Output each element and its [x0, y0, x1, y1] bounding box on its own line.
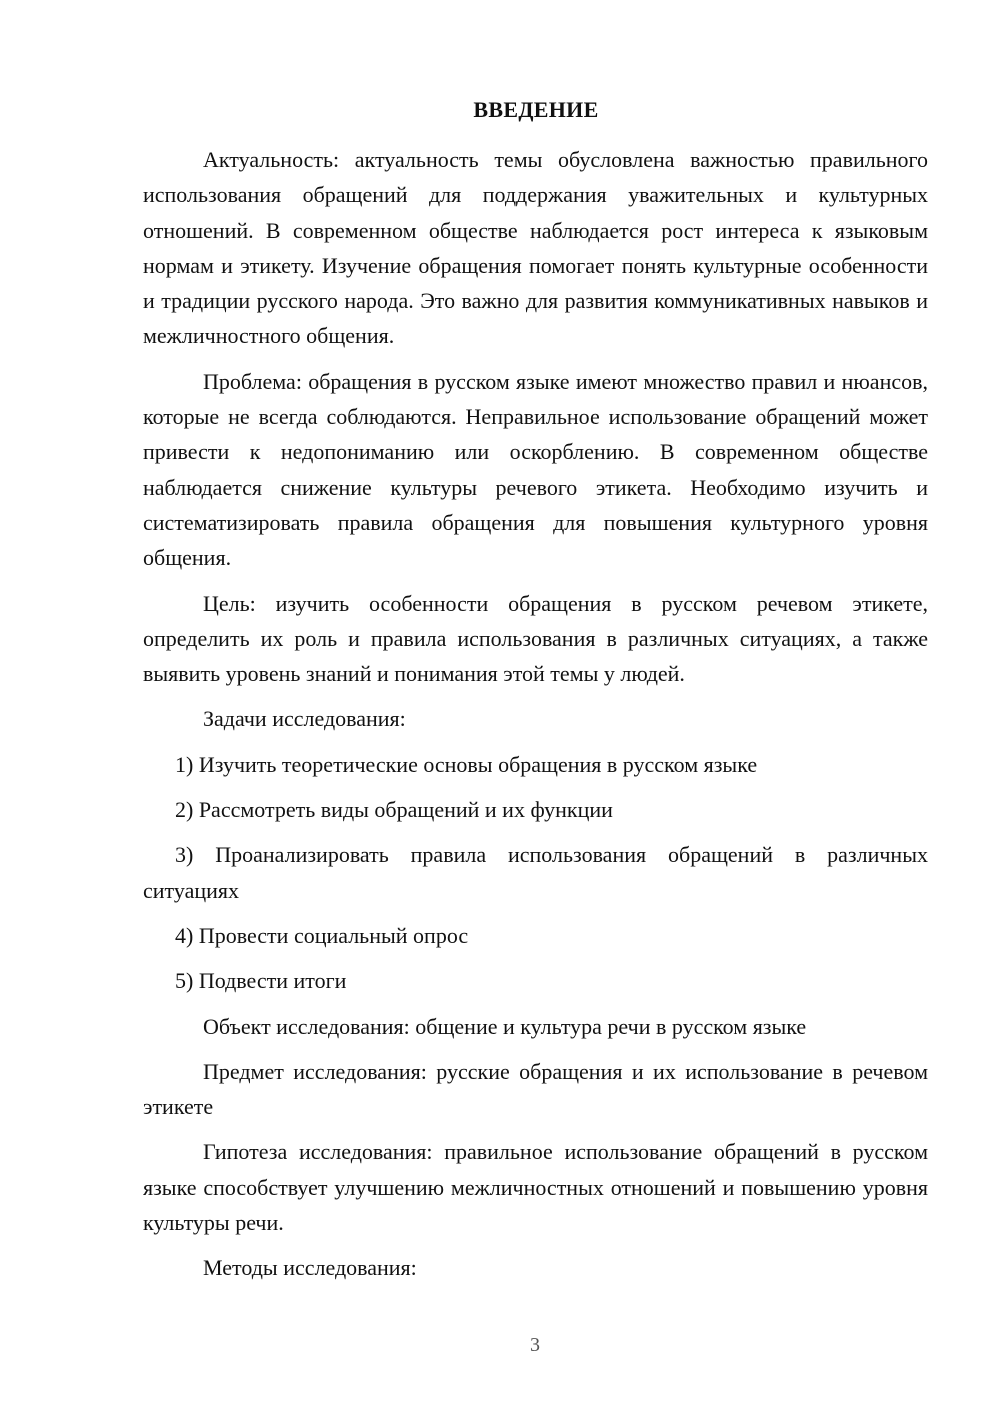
task-item-5: 5) Подвести итоги: [175, 968, 347, 994]
paragraph-hypothesis: Гипотеза исследования: правильное использование обращений в русском языке способствует улучшению межличностных отношений и повышению уровня культуры речи.: [143, 1139, 928, 1236]
section-heading: ВВЕДЕНИЕ: [473, 97, 599, 122]
task-item-4: 4) Провести социальный опрос: [175, 922, 469, 948]
paragraph-subject: Предмет исследования: русские обращения и их использование в речевом этикете: [143, 1058, 928, 1120]
task-item-3: 3) Проанализировать правила использования обращений в различных ситуациях: [143, 842, 928, 903]
paragraph-methods: Методы исследования:: [203, 1255, 417, 1281]
page-number: 3: [530, 1334, 540, 1356]
paragraph-tasks-heading: Задачи исследования:: [203, 706, 406, 732]
body-text: [143, 142, 928, 1296]
task-item-1: 1) Изучить теоретические основы обращения в русском языке: [175, 751, 758, 777]
paragraph-relevance: Актуальность: актуальность темы обусловлена важностью правильного использования обращений для поддержания уважительных и культурных отношений. В современном обществе наблюдается рост интереса к языковым нормам и этикету. Изучение обращения помогает понять культурные особенности и традиции русского народа. Это важно для развития коммуникативных навыков и межличностного общения.: [143, 147, 928, 349]
paragraph-problem: Проблема: обращения в русском языке имеют множество правил и нюансов, которые не всегда соблюдаются. Неправильное использование обращений может привести к недопониманию или оскорблению. В современном обществе наблюдается снижение культуры речевого этикета. Необходимо изучить и систематизировать правила обращения для повышения культурного уровня общения.: [143, 368, 928, 571]
task-item-2: 2) Рассмотреть виды обращений и их функции: [175, 797, 613, 823]
paragraph-object: Объект исследования: общение и культура речи в русском языке: [203, 1013, 807, 1039]
paragraph-goal: Цель: изучить особенности обращения в русском речевом этикете, определить их роль и правила использования в различных ситуациях, а также выявить уровень знаний и понимания этой темы у людей.: [143, 590, 928, 687]
